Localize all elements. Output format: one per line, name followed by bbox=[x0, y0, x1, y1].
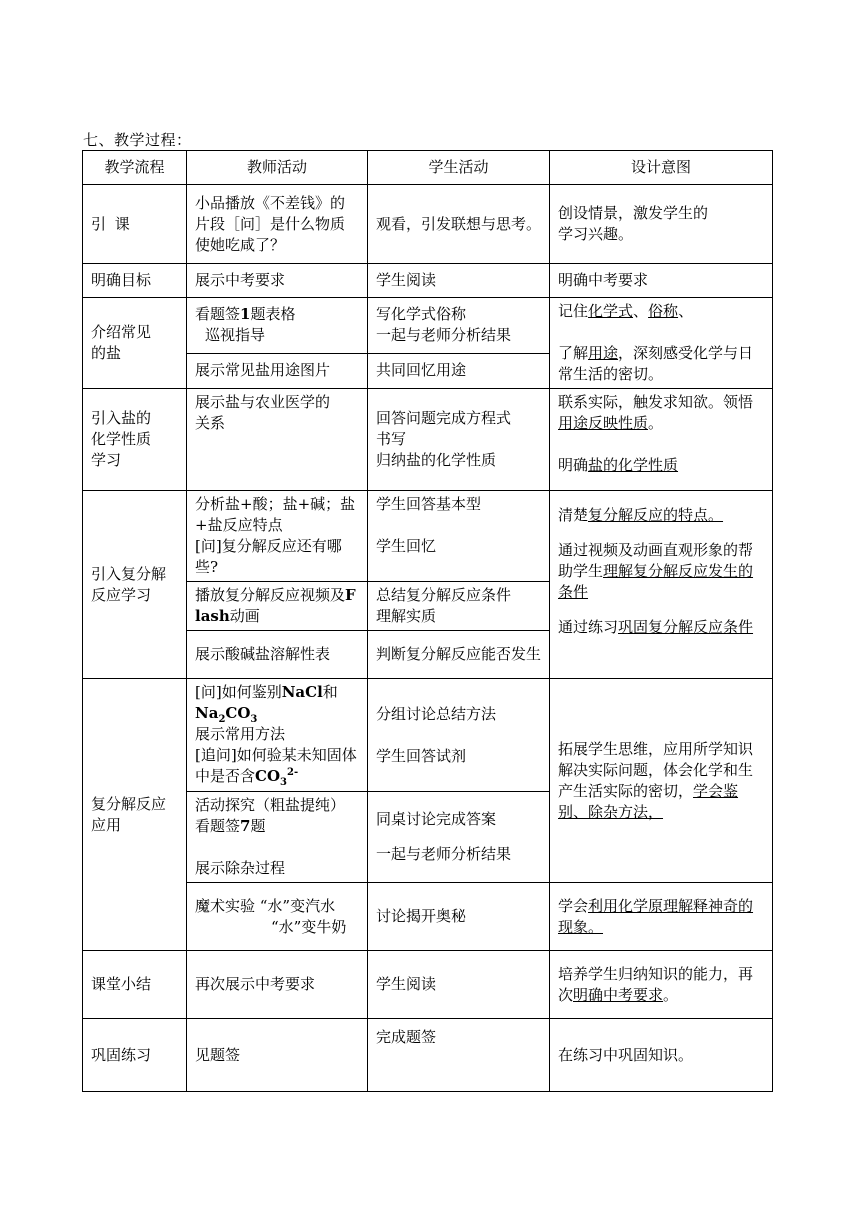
table-row bbox=[83, 298, 773, 354]
intent-cell: 学会利用化学原理解释神奇的现象。 bbox=[550, 883, 773, 951]
stage-cell: 引入盐的 化学性质 学习 bbox=[83, 389, 187, 491]
student-cell: 观看，引发联想与思考。 bbox=[368, 185, 550, 264]
teacher-cell: 展示酸碱盐溶解性表 bbox=[187, 631, 368, 679]
stage-cell: 复分解反应 应用 bbox=[83, 679, 187, 951]
table-header-row bbox=[83, 151, 773, 185]
teacher-cell: 再次展示中考要求 bbox=[187, 951, 368, 1019]
intent-cell: 联系实际，触发求知欲。领悟用途反映性质。 明确盐的化学性质 bbox=[550, 389, 773, 491]
teacher-cell: 展示常见盐用途图片 bbox=[187, 353, 368, 388]
student-cell: 讨论揭开奥秘 bbox=[368, 883, 550, 951]
table-row bbox=[83, 264, 773, 298]
intent-cell: 创设情景，激发学生的 学习兴趣。 bbox=[550, 185, 773, 264]
intent-cell: 清楚复分解反应的特点。 通过视频及动画直观形象的帮助学生理解复分解反应发生的条件 通过练习巩固复分解反应条件 bbox=[550, 491, 773, 679]
column-header-teacher: 教师活动 bbox=[187, 151, 368, 185]
student-cell: 写化学式俗称 一起与老师分析结果 bbox=[368, 298, 550, 354]
student-cell: 同桌讨论完成答案 一起与老师分析结果 bbox=[368, 792, 550, 883]
intent-cell: 在练习中巩固知识。 bbox=[550, 1019, 773, 1092]
teacher-cell: 魔术实验 “水”变汽水 “水”变牛奶 bbox=[187, 883, 368, 951]
student-cell: 学生阅读 bbox=[368, 951, 550, 1019]
student-cell: 分组讨论总结方法 学生回答试剂 bbox=[368, 679, 550, 792]
student-cell: 学生回答基本型 学生回忆 bbox=[368, 491, 550, 582]
teacher-cell: 看题签1题表格 巡视指导 bbox=[187, 298, 368, 354]
intent-cell: 拓展学生思维，应用所学知识解决实际问题，体会化学和生产生活实际的密切，学会鉴别、除杂方法， bbox=[550, 679, 773, 883]
table-row bbox=[83, 883, 773, 951]
teacher-cell: 分析盐+酸；盐+碱；盐+盐反应特点 [问]复分解反应还有哪些? bbox=[187, 491, 368, 582]
stage-cell: 课堂小结 bbox=[83, 951, 187, 1019]
student-cell: 完成题签 bbox=[368, 1019, 550, 1092]
teacher-cell: 小品播放《不差钱》的片段［问］是什么物质使她吃咸了？ bbox=[187, 185, 368, 264]
teacher-cell: 展示中考要求 bbox=[187, 264, 368, 298]
teacher-cell: 活动探究（粗盐提纯） 看题签7题 展示除杂过程 bbox=[187, 792, 368, 883]
stage-cell: 明确目标 bbox=[83, 264, 187, 298]
table-row bbox=[83, 389, 773, 491]
table-row bbox=[83, 1019, 773, 1092]
stage-cell: 介绍常见 的盐 bbox=[83, 298, 187, 389]
teacher-cell: 播放复分解反应视频及Flash动画 bbox=[187, 582, 368, 631]
teacher-cell: 展示盐与农业医学的 关系 bbox=[187, 389, 368, 491]
table-row bbox=[83, 185, 773, 264]
table-row bbox=[83, 951, 773, 1019]
table-row bbox=[83, 679, 773, 792]
table-row bbox=[83, 491, 773, 582]
column-header-stage: 教学流程 bbox=[83, 151, 187, 185]
stage-cell: 引入复分解 反应学习 bbox=[83, 491, 187, 679]
intent-cell: 明确中考要求 bbox=[550, 264, 773, 298]
student-cell: 回答问题完成方程式 书写 归纳盐的化学性质 bbox=[368, 389, 550, 491]
teacher-cell: [问]如何鉴别NaCl和 $Na_2CO_3$ 展示常用方法 [追问]如何验某未知固体中是否含$CO_3^{2-}$ bbox=[187, 679, 368, 792]
column-header-intent: 设计意图 bbox=[550, 151, 773, 185]
teacher-cell: 见题签 bbox=[187, 1019, 368, 1092]
teaching-process-table bbox=[82, 150, 773, 1092]
section-title: 七、教学过程： bbox=[83, 131, 192, 149]
student-cell: 总结复分解反应条件 理解实质 bbox=[368, 582, 550, 631]
stage-cell: 引 课 bbox=[83, 185, 187, 264]
stage-cell: 巩固练习 bbox=[83, 1019, 187, 1092]
intent-cell: 记住化学式、俗称、 了解用途，深刻感受化学与日常生活的密切。 bbox=[550, 298, 773, 389]
intent-cell: 培养学生归纳知识的能力，再次明确中考要求。 bbox=[550, 951, 773, 1019]
column-header-student: 学生活动 bbox=[368, 151, 550, 185]
student-cell: 学生阅读 bbox=[368, 264, 550, 298]
student-cell: 共同回忆用途 bbox=[368, 353, 550, 388]
student-cell: 判断复分解反应能否发生 bbox=[368, 631, 550, 679]
